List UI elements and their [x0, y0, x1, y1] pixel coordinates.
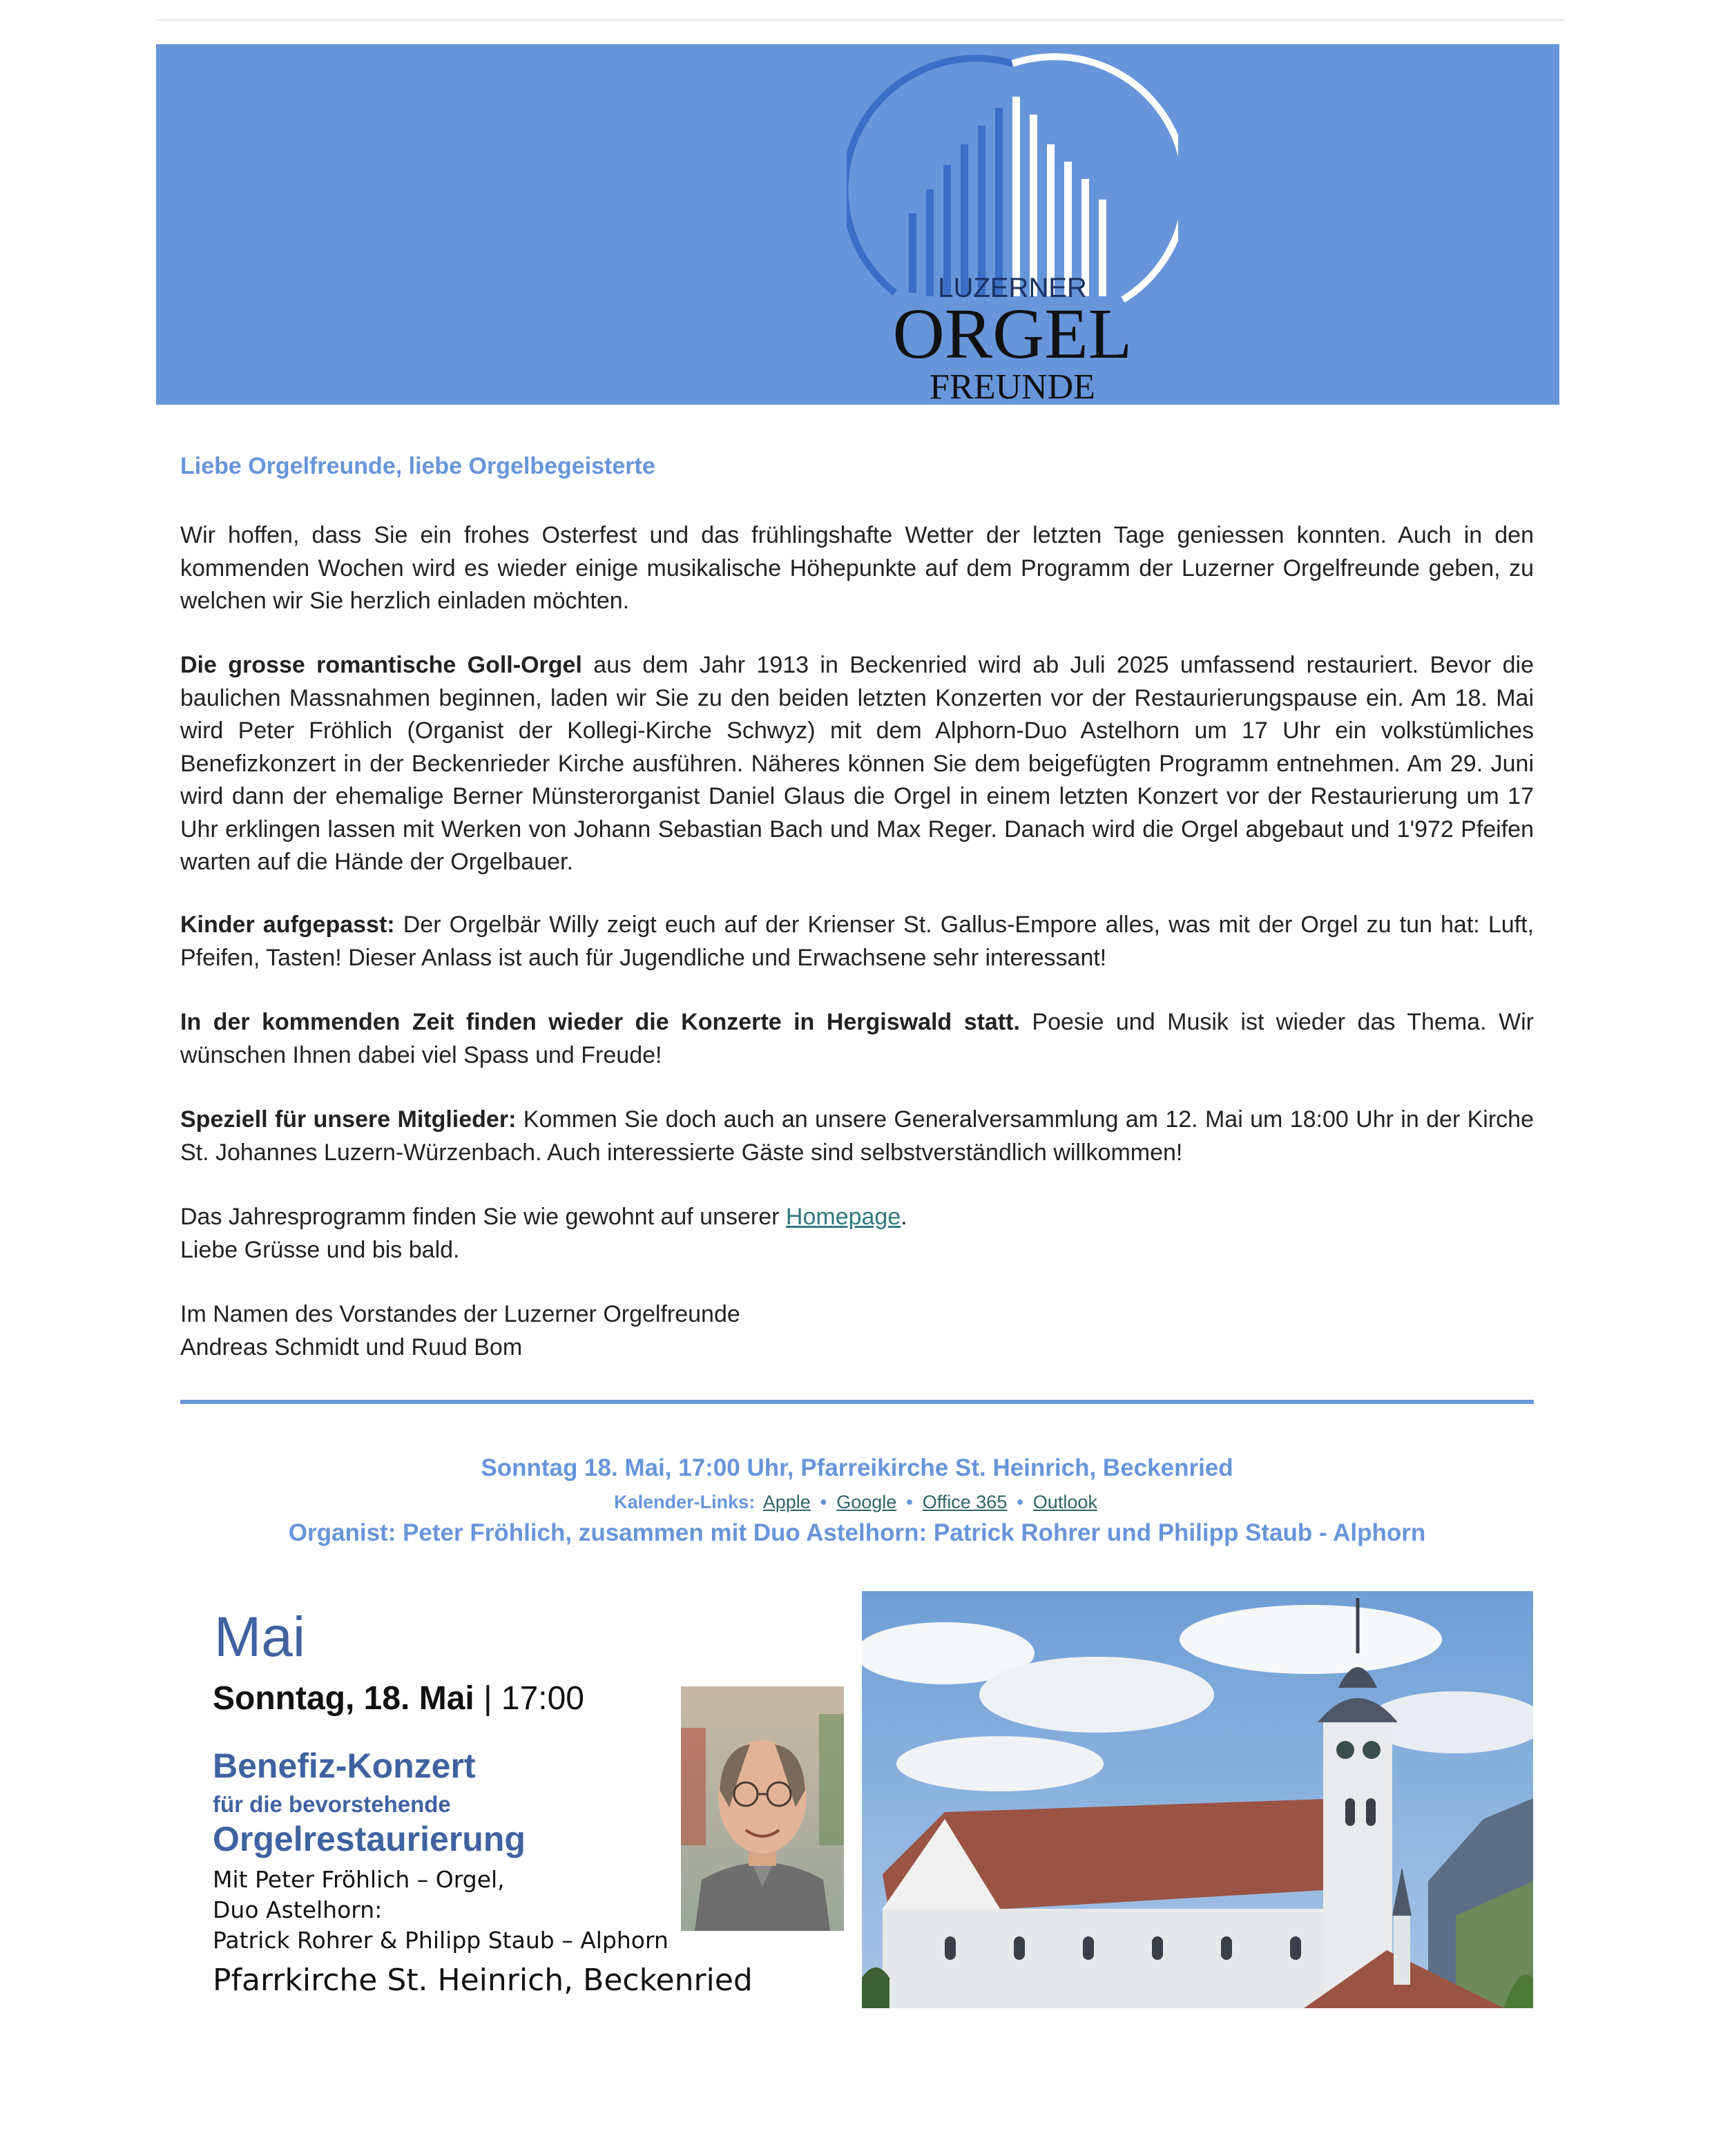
homepage-link[interactable]: Homepage	[785, 1204, 901, 1230]
event-title: Sonntag 18. Mai, 17:00 Uhr, Pfarreikirche St. Heinrich, Beckenried	[481, 1454, 1233, 1481]
kinder-heading: Kinder aufgepasst:	[180, 912, 395, 938]
mitglieder-heading: Speziell für unsere Mitglieder:	[180, 1106, 517, 1133]
calendar-link-apple[interactable]: Apple	[762, 1492, 811, 1512]
event-organist: Organist: Peter Fröhlich, zusammen mit Duo Astelhorn: Patrick Rohrer und Philipp Staub - Alphorn	[288, 1519, 1426, 1546]
homepage-period: .	[901, 1204, 907, 1230]
organist-portrait	[681, 1686, 844, 1931]
calendar-link-google[interactable]: Google	[836, 1492, 897, 1512]
flyer-subtitle: für die bevorstehende	[213, 1791, 451, 1817]
kinder-text: Der Orgelbär Willy zeigt euch auf der Krienser St. Gallus-Empore alles, was mit der Orgel zu tun hat: Luft, Pfeifen, Tasten! Dieser Anlass ist auch für Jugendliche und Erwachsene sehr interessant!	[180, 912, 1534, 971]
goll-orgel-heading: Die grosse romantische Goll-Orgel	[180, 652, 582, 678]
signature	[180, 1298, 1534, 1364]
performer-line: Patrick Rohrer & Philipp Staub – Alphorn	[213, 1927, 669, 1954]
logo-line1: LUZERNER	[938, 273, 1087, 303]
section-divider	[180, 1400, 1534, 1404]
calendar-link-outlook[interactable]: Outlook	[1032, 1492, 1097, 1512]
logo-line3: FREUNDE	[930, 367, 1095, 403]
calendar-links	[180, 1492, 1534, 1513]
separator-dot: •	[1017, 1492, 1023, 1512]
flyer-date-time: | 17:00	[474, 1680, 584, 1717]
calendar-label: Kalender-Links:	[614, 1492, 756, 1512]
kinder-paragraph	[180, 909, 1534, 974]
luzerner-orgelfreunde-logo	[847, 51, 1178, 403]
hergiswald-heading: In der kommenden Zeit finden wieder die Konzerte in Hergiswald statt.	[180, 1009, 1020, 1035]
flyer-title: Benefiz-Konzert	[213, 1746, 476, 1785]
logo-line2: ORGEL	[892, 294, 1133, 374]
hergiswald-text: Poesie und Musik ist wieder das Thema. Wir wünschen Ihnen dabei viel Spass und Freude!	[180, 1009, 1534, 1068]
homepage-paragraph	[180, 1201, 1534, 1267]
top-divider	[156, 19, 1565, 21]
goll-orgel-text: aus dem Jahr 1913 in Beckenried wird ab Juli 2025 umfassend restauriert. Bevor die baulichen Massnahmen beginnen, laden wir Sie zu den beiden letzten Konzerten vor der Restaurierungspause ein. Am 18. Mai wird Peter Fröhlich (Organist der Kollegi-Kirche Schwyz) mit dem Alphorn-Duo Astelhorn um 17 Uhr ein volkstümliches Benefizkonzert in der Beckenrieder Kirche ausführen. Näheres können Sie dem beigefügten Programm entnehmen. Am 29. Juni wird dann der ehemalige Berner Münsterorganist Daniel Glaus die Orgel in einem letzten Konzert vor der Restaurierung um 17 Uhr erklingen lassen mit Werken von Johann Sebastian Bach und Max Reger. Danach wird die Orgel abgebaut und 1'972 Pfeifen warten auf die Hände der Orgelbauer.	[180, 652, 1535, 875]
signature-line2: Andreas Schmidt und Ruud Bom	[180, 1334, 523, 1360]
separator-dot: •	[820, 1492, 827, 1512]
mitglieder-paragraph	[180, 1104, 1534, 1169]
flyer-venue: Pfarrkirche St. Heinrich, Beckenried	[213, 1963, 753, 1998]
intro-paragraph: Wir hoffen, dass Sie ein frohes Osterfest und das frühlingshafte Wetter der letzten Tage geniessen konnten. Auch in den kommenden Wochen wird es wieder einige musikalische Höhepunkte auf dem Programm der Luzerner Orgelfreunde geben, zu welchen wir Sie herzlich einladen möchten.	[180, 522, 1534, 614]
church-photo	[862, 1591, 1533, 2008]
hergiswald-paragraph	[180, 1006, 1534, 1072]
header-banner	[156, 44, 1559, 405]
performer-line: Duo Astelhorn:	[213, 1896, 383, 1923]
calendar-link-office365[interactable]: Office 365	[922, 1492, 1008, 1512]
goll-orgel-paragraph	[180, 649, 1534, 879]
signature-line1: Im Namen des Vorstandes der Luzerner Orgelfreunde	[180, 1301, 740, 1327]
homepage-text: Das Jahresprogramm finden Sie wie gewohnt auf unserer	[180, 1204, 786, 1230]
flyer-title-restaurierung: Orgelrestaurierung	[213, 1820, 526, 1858]
performer-line: Mit Peter Fröhlich – Orgel,	[213, 1866, 505, 1893]
flyer-date	[213, 1679, 584, 1717]
mitglieder-text: Kommen Sie doch auch an unsere Generalversammlung am 12. Mai um 18:00 Uhr in der Kirche St. Johannes Luzern-Würzenbach. Auch interessierte Gäste sind selbstverständlich willkommen!	[180, 1106, 1534, 1166]
flyer-performers	[213, 1865, 669, 1956]
separator-dot: •	[906, 1492, 913, 1512]
flyer-date-day: Sonntag, 18. Mai	[213, 1680, 474, 1717]
closing-greeting: Liebe Grüsse und bis bald.	[180, 1236, 460, 1263]
event-flyer	[204, 1591, 867, 2019]
flyer-month: Mai	[214, 1606, 306, 1668]
letter-greeting: Liebe Orgelfreunde, liebe Orgelbegeisterte	[180, 453, 655, 479]
